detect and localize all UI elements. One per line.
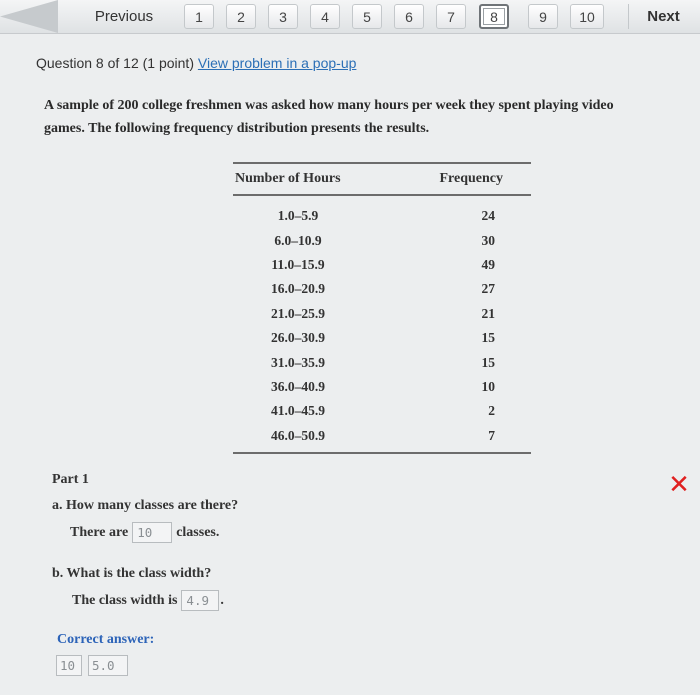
page-button-7[interactable]: 7 [436, 4, 466, 29]
hours-cell: 46.0–50.9 [271, 427, 325, 443]
problem-line-2: games. The following frequency distribution presents the results. [44, 121, 430, 136]
header-number-of-hours: Number of Hours [235, 171, 341, 186]
answer-a-row [70, 522, 219, 543]
table-row [233, 253, 531, 277]
question-number: Question 8 of 12 (1 point) [36, 55, 194, 71]
page-button-6[interactable]: 6 [394, 4, 424, 29]
next-button[interactable]: Next [628, 4, 698, 29]
header-frequency: Frequency [439, 171, 503, 186]
frequency-cell: 10 [481, 378, 495, 394]
hours-cell: 31.0–35.9 [271, 354, 325, 370]
frequency-cell: 15 [481, 330, 495, 346]
frequency-cell: 27 [481, 281, 495, 297]
hours-cell: 16.0–20.9 [271, 281, 325, 297]
page-button-9[interactable]: 9 [528, 4, 558, 29]
question-nav-bar [0, 0, 700, 34]
x-mark-icon: ✕ [668, 470, 690, 500]
part-1-title: Part 1 [52, 472, 89, 487]
table-row [233, 350, 531, 374]
hours-cell: 21.0–25.9 [271, 305, 325, 321]
page-button-3[interactable]: 3 [268, 4, 298, 29]
table-row [233, 277, 531, 301]
question-header [36, 55, 356, 71]
frequency-cell: 7 [488, 427, 495, 443]
table-row [233, 228, 531, 252]
answer-b-suffix: . [220, 592, 224, 608]
frequency-cell: 24 [481, 208, 495, 224]
table-row [233, 399, 531, 423]
page-button-8-current[interactable]: 8 [479, 4, 509, 29]
frequency-cell: 30 [481, 232, 495, 248]
page-button-2[interactable]: 2 [226, 4, 256, 29]
table-row [233, 375, 531, 399]
previous-button[interactable]: Previous [94, 7, 154, 25]
table-row [233, 204, 531, 228]
hours-cell: 1.0–5.9 [277, 208, 319, 224]
correct-answer-label: Correct answer: [57, 632, 155, 647]
question-a: a. How many classes are there? [52, 498, 239, 513]
answer-a-field[interactable]: 10 [132, 522, 172, 543]
frequency-cell: 49 [481, 256, 495, 272]
page-button-5[interactable]: 5 [352, 4, 382, 29]
table-row [233, 326, 531, 350]
page-button-1[interactable]: 1 [184, 4, 214, 29]
problem-statement [44, 94, 700, 140]
answer-b-field[interactable]: 4.9 [181, 590, 219, 611]
page-button-4[interactable]: 4 [310, 4, 340, 29]
table-body [233, 196, 531, 452]
page-button-10[interactable]: 10 [570, 4, 604, 29]
question-b: b. What is the class width? [52, 566, 212, 581]
hours-cell: 6.0–10.9 [274, 232, 322, 248]
hours-cell: 36.0–40.9 [271, 378, 325, 394]
answer-a-prefix: There are [70, 524, 129, 540]
frequency-cell: 21 [481, 305, 495, 321]
hours-cell: 11.0–15.9 [271, 256, 325, 272]
frequency-cell: 15 [481, 354, 495, 370]
correct-answer-b: 5.0 [88, 655, 128, 676]
hours-cell: 41.0–45.9 [271, 403, 325, 419]
answer-a-suffix: classes. [176, 524, 220, 540]
table-row [233, 302, 531, 326]
correct-answer-row [56, 655, 128, 676]
table-row [233, 424, 531, 448]
answer-b-prefix: The class width is [72, 592, 178, 608]
answer-b-row [72, 590, 224, 611]
frequency-table [233, 162, 531, 454]
table-header-row [233, 164, 531, 196]
problem-line-1: A sample of 200 college freshmen was asked how many hours per week they spent playing video [44, 98, 614, 113]
hours-cell: 26.0–30.9 [271, 330, 325, 346]
back-arrow-icon[interactable] [0, 0, 58, 33]
view-popup-link[interactable]: View problem in a pop-up [197, 55, 357, 71]
correct-answer-a: 10 [56, 655, 82, 676]
frequency-cell: 2 [488, 403, 495, 419]
